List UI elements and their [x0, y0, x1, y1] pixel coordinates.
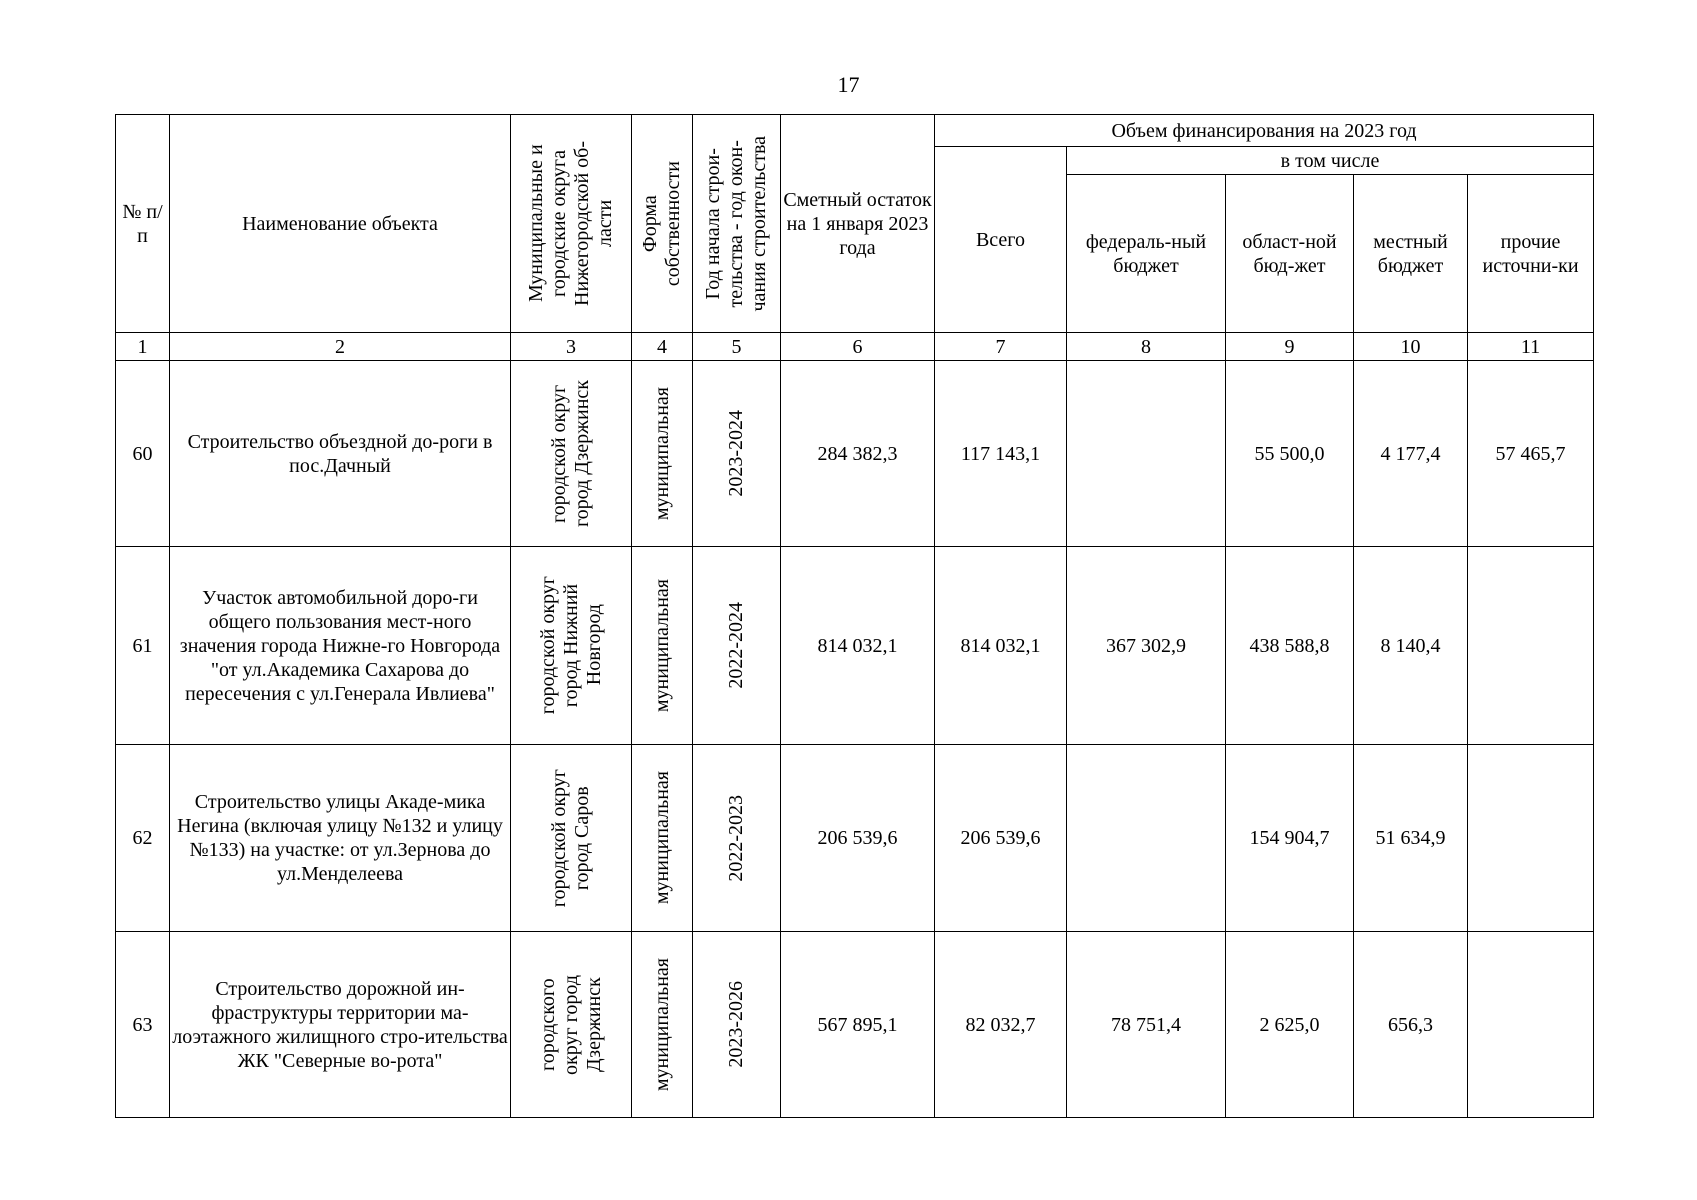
- header-col-municipality: [511, 115, 632, 333]
- header-col-total: Всего: [935, 147, 1067, 333]
- municipality-cell: [511, 932, 632, 1118]
- municipality-cell: [511, 547, 632, 745]
- regional-value: 154 904,7: [1226, 745, 1354, 932]
- header-col-local: местный бюджет: [1354, 175, 1468, 333]
- balance-value: 814 032,1: [781, 547, 935, 745]
- total-value: 117 143,1: [935, 361, 1067, 547]
- table-row: [116, 932, 1594, 1118]
- row-number: 62: [116, 745, 170, 932]
- header-col-other: прочие источни-ки: [1468, 175, 1594, 333]
- column-number: 1: [116, 333, 170, 361]
- column-number: 9: [1226, 333, 1354, 361]
- municipality-cell: [511, 745, 632, 932]
- column-number: 10: [1354, 333, 1468, 361]
- header-col-regional: област-ной бюд-жет: [1226, 175, 1354, 333]
- header-col-ownership: [632, 115, 693, 333]
- local-value: 656,3: [1354, 932, 1468, 1118]
- column-number: 6: [781, 333, 935, 361]
- regional-value: 55 500,0: [1226, 361, 1354, 547]
- local-value: 8 140,4: [1354, 547, 1468, 745]
- header-including: в том числе: [1067, 147, 1594, 175]
- balance-value: 284 382,3: [781, 361, 935, 547]
- ownership-cell: [632, 361, 693, 547]
- municipality: городской округ город Дзержинск: [548, 379, 593, 528]
- municipality: городской округ город Нижний Новгород: [536, 576, 605, 715]
- municipality: городской округ город Саров: [548, 768, 593, 908]
- federal-value: [1067, 745, 1226, 932]
- other-value: 57 465,7: [1468, 361, 1594, 547]
- financing-table: [115, 114, 1594, 1118]
- local-value: 51 634,9: [1354, 745, 1468, 932]
- local-value: 4 177,4: [1354, 361, 1468, 547]
- total-value: 82 032,7: [935, 932, 1067, 1118]
- ownership: муниципальная: [650, 578, 673, 713]
- header-col-years: [693, 115, 781, 333]
- regional-value: 2 625,0: [1226, 932, 1354, 1118]
- header-col-years-text: Год начала строи- тельства - год окон- чания строительства: [702, 135, 770, 312]
- page-number: 17: [837, 72, 860, 97]
- row-number: 63: [116, 932, 170, 1118]
- column-number: 2: [170, 333, 511, 361]
- balance-value: 206 539,6: [781, 745, 935, 932]
- column-number: 5: [693, 333, 781, 361]
- column-number: 3: [511, 333, 632, 361]
- years: 2022-2024: [725, 602, 747, 689]
- object-name: Участок автомобильной доро-ги общего пользования мест-ного значения города Нижне-го Новгорода "от ул.Академика Сахарова до пересечения с ул.Генерала Ивлиева": [170, 547, 511, 745]
- column-number-row: [116, 333, 1594, 361]
- table-row: [116, 745, 1594, 932]
- ownership-cell: [632, 932, 693, 1118]
- ownership: муниципальная: [650, 771, 673, 905]
- column-number: 11: [1468, 333, 1594, 361]
- years-cell: [693, 932, 781, 1118]
- ownership-cell: [632, 745, 693, 932]
- row-number: 60: [116, 361, 170, 547]
- header-col-ownership-text: Форма собственности: [639, 160, 684, 287]
- header-col-federal: федераль-ный бюджет: [1067, 175, 1226, 333]
- total-value: 206 539,6: [935, 745, 1067, 932]
- header-col-number: № п/ п: [116, 115, 170, 333]
- other-value: [1468, 547, 1594, 745]
- column-number: 8: [1067, 333, 1226, 361]
- object-name: Строительство дорожной ин-фраструктуры территории ма-лоэтажного жилищного стро-ительства ЖК "Северные во-рота": [170, 932, 511, 1118]
- years-cell: [693, 745, 781, 932]
- header-col-name: Наименование объекта: [170, 115, 511, 333]
- table-row: [116, 361, 1594, 547]
- ownership: муниципальная: [650, 957, 673, 1092]
- municipality-cell: [511, 361, 632, 547]
- federal-value: 78 751,4: [1067, 932, 1226, 1118]
- years: 2022-2023: [725, 794, 747, 882]
- column-number: 7: [935, 333, 1067, 361]
- header-funding-group: Объем финансирования на 2023 год: [935, 115, 1594, 147]
- federal-value: [1067, 361, 1226, 547]
- header-col-municipality-text: Муниципальные и городские округа Нижегородской об- ласти: [525, 141, 616, 306]
- years-cell: [693, 547, 781, 745]
- row-number: 61: [116, 547, 170, 745]
- object-name: Строительство объездной до-роги в пос.Дачный: [170, 361, 511, 547]
- balance-value: 567 895,1: [781, 932, 935, 1118]
- table-row: [116, 547, 1594, 745]
- object-name: Строительство улицы Акаде-мика Негина (включая улицу №132 и улицу №133) на участке: от ул.Зернова до ул.Менделеева: [170, 745, 511, 932]
- years: 2023-2026: [725, 981, 747, 1068]
- column-number: 4: [632, 333, 693, 361]
- ownership-cell: [632, 547, 693, 745]
- years-cell: [693, 361, 781, 547]
- other-value: [1468, 932, 1594, 1118]
- regional-value: 438 588,8: [1226, 547, 1354, 745]
- federal-value: 367 302,9: [1067, 547, 1226, 745]
- municipality: городского округ город Дзержинск: [536, 974, 605, 1075]
- total-value: 814 032,1: [935, 547, 1067, 745]
- years: 2023-2024: [725, 410, 747, 497]
- other-value: [1468, 745, 1594, 932]
- header-col-balance: Сметный остаток на 1 января 2023 года: [781, 115, 935, 333]
- ownership: муниципальная: [650, 386, 673, 521]
